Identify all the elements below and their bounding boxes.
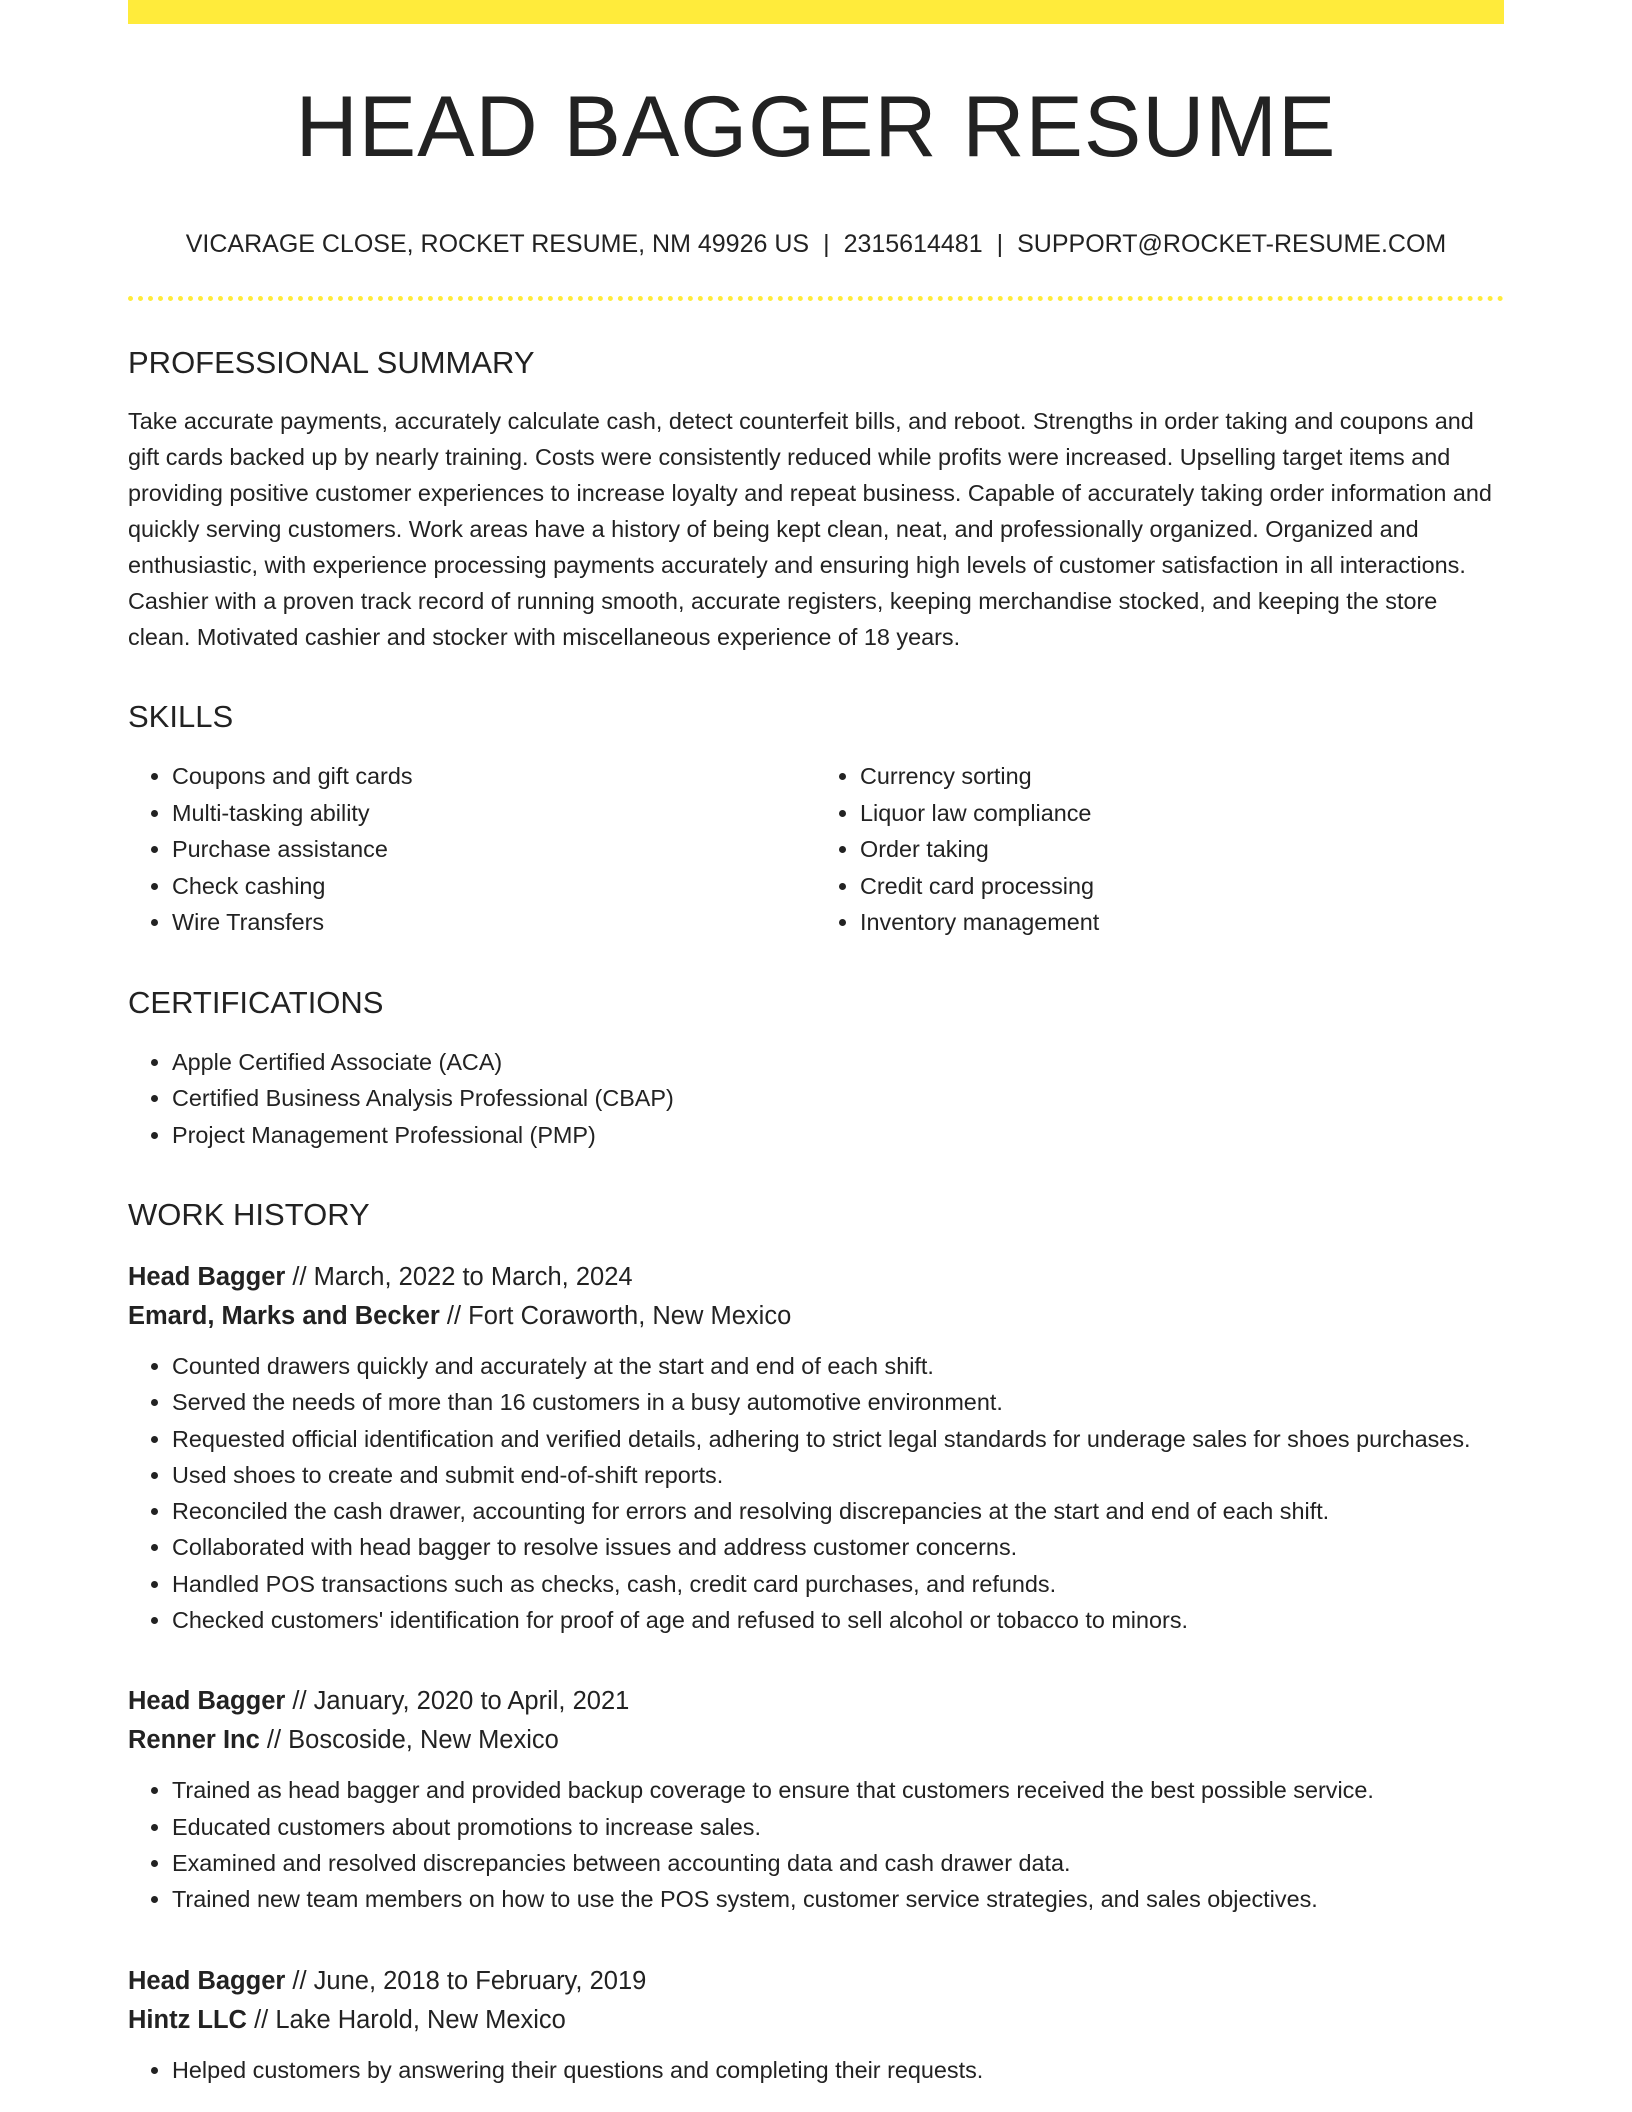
skill-item: • Wire Transfers [172,904,816,941]
job-entry [128,1258,1504,1638]
certification-item: • Certified Business Analysis Professional (CBAP) [172,1080,1504,1117]
job-location: // Boscoside, New Mexico [266,1726,559,1755]
certification-item: • Project Management Professional (PMP) [172,1117,1504,1154]
separator: | [996,230,1004,258]
job-company-line [128,2001,1504,2040]
page-title: HEAD BAGGER RESUME [295,79,1337,175]
skill-item: • Coupons and gift cards [172,758,816,795]
skills-columns [128,758,1504,941]
job-bullet: • Helped customers by answering their questions and completing their requests. [172,2052,1504,2088]
job-bullets [128,2052,1504,2088]
job-dates: // January, 2020 to April, 2021 [292,1687,630,1716]
job-company-line [128,1297,1504,1336]
skill-item: • Currency sorting [860,758,1504,795]
skill-item: • Purchase assistance [172,831,816,868]
job-bullet: • Counted drawers quickly and accurately at the start and end of each shift. [172,1348,1504,1384]
job-title-line [128,1962,1504,2001]
job-location: // Fort Coraworth, New Mexico [446,1302,792,1330]
skill-item: • Credit card processing [860,868,1504,905]
job-bullets [128,1772,1504,1917]
job-dates: // March, 2022 to March, 2024 [292,1263,633,1291]
job-location: // Lake Harold, New Mexico [254,2005,566,2034]
resume-page [128,0,1504,2088]
job-title-line [128,1682,1504,1721]
job-title: Head Bagger [128,1687,286,1716]
job-bullets [128,1348,1504,1638]
job-entry [128,1962,1504,2088]
job-title-line [128,1258,1504,1297]
work-history-heading: WORK HISTORY [128,1197,370,1232]
job-company-line [128,1721,1504,1760]
job-bullet: • Checked customers' identification for proof of age and refused to sell alcohol or tobacco to minors. [172,1602,1504,1638]
job-bullet: • Trained new team members on how to use the POS system, customer service strategies, and sales objectives. [172,1881,1504,1917]
certifications-list [128,1044,1504,1154]
job-bullet: • Educated customers about promotions to increase sales. [172,1809,1504,1845]
job-bullet: • Collaborated with head bagger to resolve issues and address customer concerns. [172,1529,1504,1565]
summary-heading: PROFESSIONAL SUMMARY [128,345,535,380]
job-bullet: • Reconciled the cash drawer, accounting for errors and resolving discrepancies at the start and end of each shift. [172,1493,1504,1529]
job-bullet: • Trained as head bagger and provided backup coverage to ensure that customers received the best possible service. [172,1772,1504,1808]
skill-item: • Liquor law compliance [860,795,1504,832]
skill-item: • Order taking [860,831,1504,868]
job-title: Head Bagger [128,1966,286,1995]
skills-heading: SKILLS [128,699,234,734]
job-bullet: • Used shoes to create and submit end-of-shift reports. [172,1457,1504,1493]
job-company: Emard, Marks and Becker [128,1302,440,1330]
skills-list-right [816,758,1504,941]
job-bullet: • Handled POS transactions such as checks, cash, credit card purchases, and refunds. [172,1566,1504,1602]
job-dates: // June, 2018 to February, 2019 [292,1966,647,1995]
job-bullet: • Requested official identification and verified details, adhering to strict legal standards for underage sales for shoes purchases. [172,1421,1504,1457]
job-entry [128,1682,1504,1917]
skills-list-left [128,758,816,941]
summary-text: Take accurate payments, accurately calculate cash, detect counterfeit bills, and reboot. Strengths in order taking and coupons and gift cards backed up by nearly training. Costs were consistently reduced while profits were increased. Upselling target items and providing positive customer experiences to increase loyalty and repeat business. Capable of accurately taking order information and quickly serving customers. Work areas have a history of being kept clean, neat, and professionally organized. Organized and enthusiastic, with experience processing payments accurately and ensuring high levels of customer satisfaction in all interactions. Cashier with a proven track record of running smooth, accurate registers, keeping merchandise stocked, and keeping the store clean. Motivated cashier and stocker with miscellaneous experience of 18 years. [128,408,1492,650]
job-company: Renner Inc [128,1726,260,1755]
job-title: Head Bagger [128,1263,286,1291]
skill-item: • Multi-tasking ability [172,795,816,832]
certifications-heading: CERTIFICATIONS [128,984,384,1020]
address-text: VICARAGE CLOSE, ROCKET RESUME, NM 49926 US [185,230,810,258]
accent-top-bar [128,0,1504,24]
skill-item: • Inventory management [860,904,1504,941]
separator: | [823,230,830,258]
certification-item: • Apple Certified Associate (ACA) [172,1044,1504,1081]
email-text: SUPPORT@ROCKET-RESUME.COM [1017,230,1447,258]
dotted-divider [128,296,1504,301]
phone-text: 2315614481 [843,230,983,258]
job-bullet: • Examined and resolved discrepancies between accounting data and cash drawer data. [172,1845,1504,1881]
skill-item: • Check cashing [172,868,816,905]
contact-line [128,232,1504,257]
job-company: Hintz LLC [128,2005,247,2034]
job-bullet: • Served the needs of more than 16 customers in a busy automotive environment. [172,1384,1504,1420]
